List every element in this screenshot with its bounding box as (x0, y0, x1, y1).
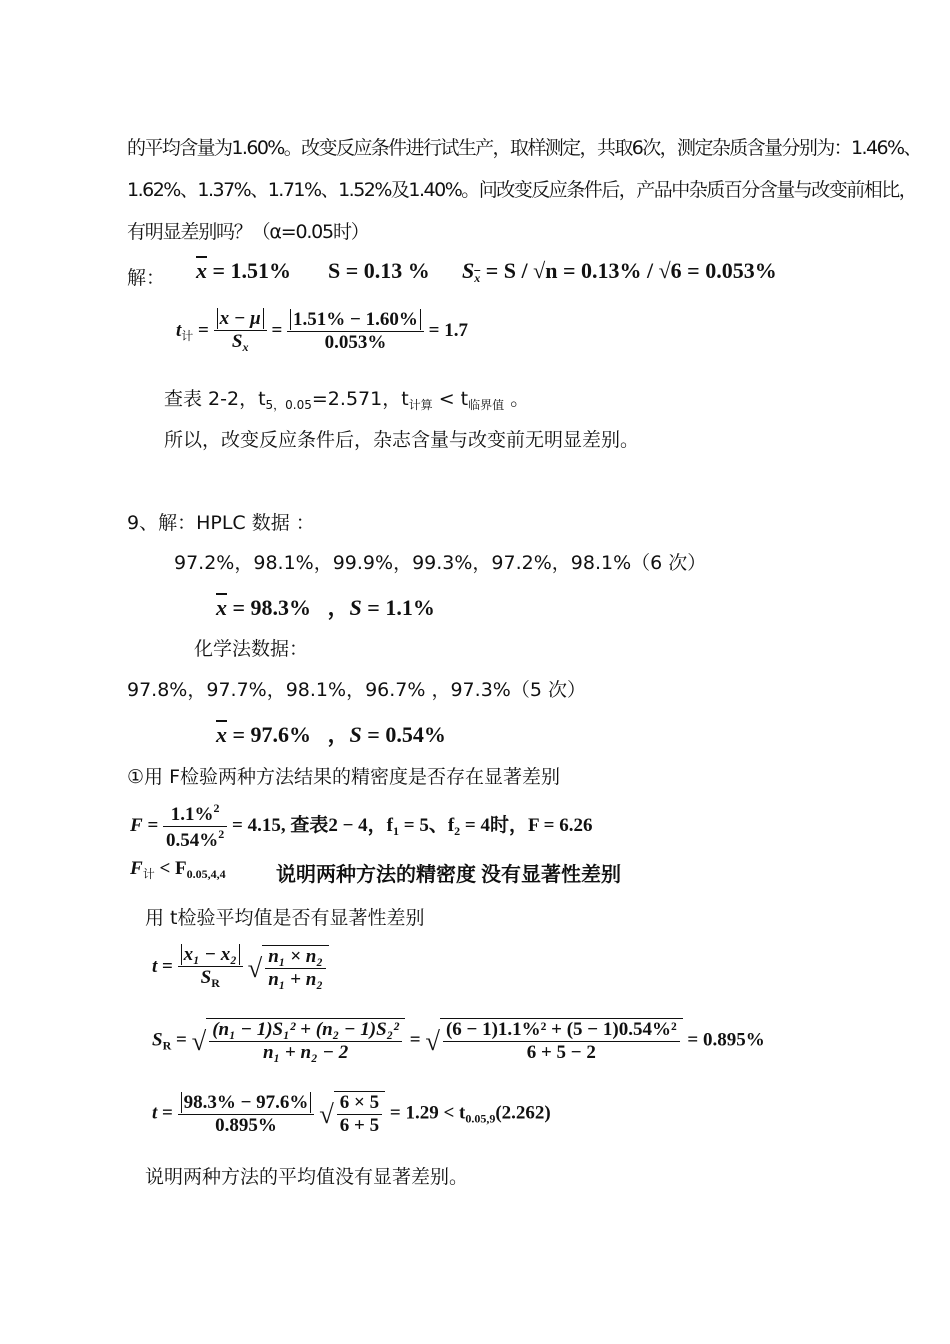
f-comparison: $F_计 < F_{0.05,4,4}$ (130, 858, 226, 881)
sx-formula: $S\overline{x} = S / √n = 0.13\% / √6 = 0.053\%$ (462, 258, 777, 285)
sr-sqrt-2: √ $\frac{\text{(6 − 1)1.1\%² + (5 − 1)0.54\%²}}{6 + 5 - 2}$ (425, 1018, 682, 1064)
t-general-fraction: $\frac{\text{x₁ − x₂}}{S_R}$ (178, 944, 243, 991)
mean-formula: $\overline{x} = 1.51\%$ (196, 258, 292, 283)
t-calc-formula: t = $\frac{98.3\% - 97.6\%}{0.895\%}$ √ $\frac{6 \times 5}{6 + 5}$ = $1.29 < t_{0.05,9}(2.262)$ (152, 1091, 551, 1136)
f-conclusion: 说明两种方法的精密度 没有显著性差别 (276, 864, 621, 886)
solution-label: 解： (127, 267, 166, 289)
conclusion-8: 所以，改变反应条件后，杂志含量与改变前无明显差别。 (164, 429, 640, 451)
t-test-formula: $t_计$ = $\frac{x - \mu}{S_x}$ = $\frac{1.51\% - 1.60\%}{0.053\%}$ = 1.7 (176, 308, 468, 354)
table-lookup: 查表 2-2，$t_{5,0.05}=2.571$，$t_{计算} < t_{临界值}$ 。 (164, 388, 530, 412)
problem-line-2: 1.62%、1.37%、1.71%、1.52%及1.40%。问改变反应条件后，产品中杂质百分含量与改变前相比， (127, 179, 917, 201)
t-fraction-1: $\frac{x - \mu}{S_x}$ (214, 308, 267, 355)
f-formula: F = $\frac{1.1\%^2}{0.54\%^2}$ = 4.15, 查表2 − 4，$f_1 = 5$、$f_2 = 4$时，F = 6.26 (130, 801, 593, 851)
t-fraction-2: $\frac{1.51\% - 1.60\%}{0.053\%}$ (287, 309, 424, 354)
problem-line-1: 的平均含量为1.60%。改变反应条件进行试生产，取样测定，共取6次，测定杂质含量分别为：1.46%、 (127, 137, 921, 159)
f-fraction: $\frac{1.1\%^2}{0.54\%^2}$ (163, 801, 227, 852)
problem-line-3: 有明显差别吗？（α=0.05时） (127, 221, 369, 243)
sr-sqrt-1: √ $\frac{\text{(n₁ − 1)S₁² + (n₂ − 1)S₂²}}{\text{n₁ + n₂ − 2}}$ (192, 1018, 405, 1064)
t-test-intro: 用 t检验平均值是否有显著性差别 (145, 907, 425, 929)
t-general-sqrt: √ $\frac{\text{n₁ × n₂}}{\text{n₁ + n₂}}$ (248, 945, 329, 991)
hplc-stats: $\overline{x} = 98.3\%$ ，S = 1.1% (216, 595, 435, 620)
t-general-formula: t = $\frac{\text{x₁ − x₂}}{S_R}$ √ $\frac{\text{n₁ × n₂}}{\text{n₁ + n₂}}$ (152, 944, 329, 991)
final-conclusion: 说明两种方法的平均值没有显著差别。 (145, 1166, 469, 1188)
solution-9-header: 9、解：HPLC 数据 ： (127, 512, 315, 534)
stddev-formula: S = 0.13 % (328, 258, 430, 283)
t-calc-sqrt: √ $\frac{6 \times 5}{6 + 5}$ (319, 1091, 385, 1137)
chem-stats: $\overline{x} = 97.6\%$ ，S = 0.54% (216, 722, 446, 747)
sr-formula: $S_R$ = √ $\frac{\text{(n₁ − 1)S₁² + (n₂ − 1)S₂²}}{\text{n₁ + n₂ − 2}}$ = √ $\frac{\text{(6 − 1)1.1\%² + (5 − 1)0.54\%²}}{6 + 5 - 2}$ = 0.895% (152, 1019, 765, 1063)
chem-data: 97.8%，97.7%，98.1%，96.7% ，97.3%（5 次） (127, 679, 586, 701)
hplc-data: 97.2%，98.1%，99.9%，99.3%，97.2%，98.1%（6 次） (174, 552, 707, 574)
f-test-intro: ①用 F检验两种方法结果的精密度是否存在显著差别 (127, 766, 561, 788)
t-calc-fraction: $\frac{98.3\% - 97.6\%}{0.895\%}$ (178, 1092, 315, 1137)
chem-header: 化学法数据： (194, 638, 309, 660)
